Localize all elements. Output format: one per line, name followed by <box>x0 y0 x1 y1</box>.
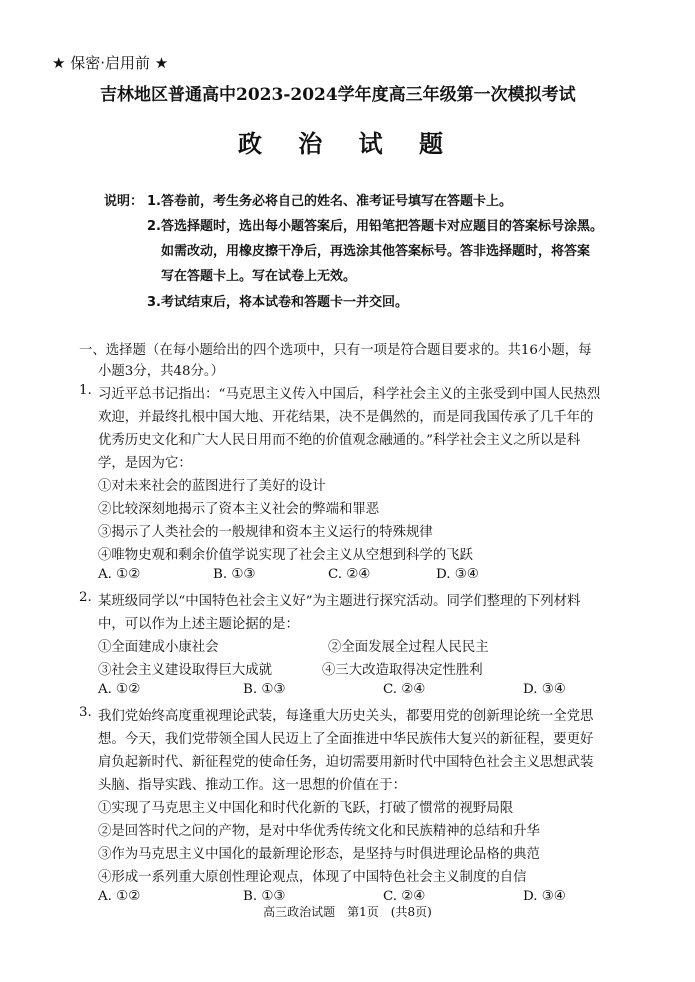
statement-option: ③社会主义建设取得巨大成就 <box>98 663 273 678</box>
question-number: 1. <box>79 383 92 398</box>
instruction-item: 如需改动，用橡皮擦干净后，再选涂其他答案标号。答非选择题时，将答案 <box>161 244 591 259</box>
instruction-item: 3.考试结束后，将本试卷和答题卡一并交回。 <box>147 295 408 310</box>
statement-option: ③揭示了人类社会的一般规律和资本主义运行的特殊规律 <box>98 525 433 540</box>
question-stem: 习近平总书记指出：“马克思主义传入中国后，科学社会主义的主张受到中国人民热烈 <box>98 387 601 402</box>
statement-option: ①实现了马克思主义中国化和时代化新的飞跃，打破了惯常的视野局限 <box>98 801 514 816</box>
answer-choice-d: D. ③④ <box>523 889 566 904</box>
statement-option: ④三大改造取得决定性胜利 <box>322 663 483 678</box>
question-stem: 我们党始终高度重视理论武装，每逢重大历史关头，都要用党的创新理论统一全党思 <box>98 709 594 724</box>
exam-title: 吉林地区普通高中2023-2024学年度高三年级第一次模拟考试 <box>100 85 576 105</box>
answer-choice-d: D. ③④ <box>523 682 566 697</box>
section-heading-cont: 小题3分，共48分。） <box>98 364 224 379</box>
question-stem: 欢迎，并最终扎根中国大地、开花结果，决不是偶然的，而是同我国传承了几千年的 <box>98 410 594 425</box>
question-stem: 优秀历史文化和广大人民日用而不绝的价值观念融通的。”科学社会主义之所以是科 <box>98 433 581 448</box>
statement-option: ①对未来社会的蓝图进行了美好的设计 <box>98 479 326 494</box>
confidential-mark: ★ 保密·启用前 ★ <box>52 54 169 72</box>
answer-choice-c: C. ②④ <box>383 682 426 697</box>
subject-title: 政 治 试 题 <box>237 129 458 158</box>
statement-option: ④唯物史观和剩余价值学说实现了社会主义从空想到科学的飞跃 <box>98 548 473 563</box>
instruction-item: 1.答卷前，考生务必将自己的姓名、准考证号填写在答题卡上。 <box>147 194 512 209</box>
page-footer: 高三政治试题 第1页 (共8页) <box>263 905 432 919</box>
instruction-item: 写在答题卡上。写在试卷上无效。 <box>161 269 357 284</box>
question-number: 2. <box>79 590 92 605</box>
statement-option: ④形成一系列重大原创性理论观点，体现了中国特色社会主义制度的自信 <box>98 870 527 885</box>
answer-choice-b: B. ①③ <box>213 567 256 582</box>
statement-option: ②比较深刻地揭示了资本主义社会的弊端和罪恶 <box>98 502 380 517</box>
answer-choice-a: A. ①② <box>98 682 141 697</box>
answer-choice-d: D. ③④ <box>436 567 479 582</box>
question-stem: 肩负起新时代、新征程党的使命任务，迫切需要用新时代中国特色社会主义思想武装 <box>98 755 594 770</box>
answer-choice-a: A. ①② <box>98 567 141 582</box>
answer-choice-c: C. ②④ <box>328 567 371 582</box>
statement-option: ③作为马克思主义中国化的最新理论形态，是坚持与时俱进理论品格的典范 <box>98 847 540 862</box>
instructions-label: 说明： <box>104 194 144 209</box>
question-stem: 学，是因为它： <box>98 456 192 471</box>
statement-option: ②是回答时代之问的产物，是对中华优秀传统文化和民族精神的总结和升华 <box>98 824 540 839</box>
statement-option: ②全面发展全过程人民民主 <box>328 640 489 655</box>
question-stem: 某班级同学以“中国特色社会主义好”为主题进行探究活动。同学们整理的下列材料 <box>98 594 581 609</box>
question-stem: 想。今天，我们党带领全国人民迈上了全面推进中华民族伟大复兴的新征程，要更好 <box>98 732 594 747</box>
answer-choice-c: C. ②④ <box>383 889 426 904</box>
section-heading: 一、选择题（在每小题给出的四个选项中，只有一项是符合题目要求的。共16小题，每 <box>79 343 592 358</box>
answer-choice-b: B. ①③ <box>243 682 286 697</box>
statement-option: ①全面建成小康社会 <box>98 640 219 655</box>
answer-choice-b: B. ①③ <box>243 889 286 904</box>
question-stem: 头脑、指导实践、推动工作。这一思想的价值在于： <box>98 778 406 793</box>
instruction-item: 2.答选择题时，选出每小题答案后，用铅笔把答题卡对应题目的答案标号涂黑。 <box>147 219 603 234</box>
question-number: 3. <box>79 705 92 720</box>
answer-choice-a: A. ①② <box>98 889 141 904</box>
question-stem: 中，可以作为上述主题论据的是： <box>98 617 299 632</box>
